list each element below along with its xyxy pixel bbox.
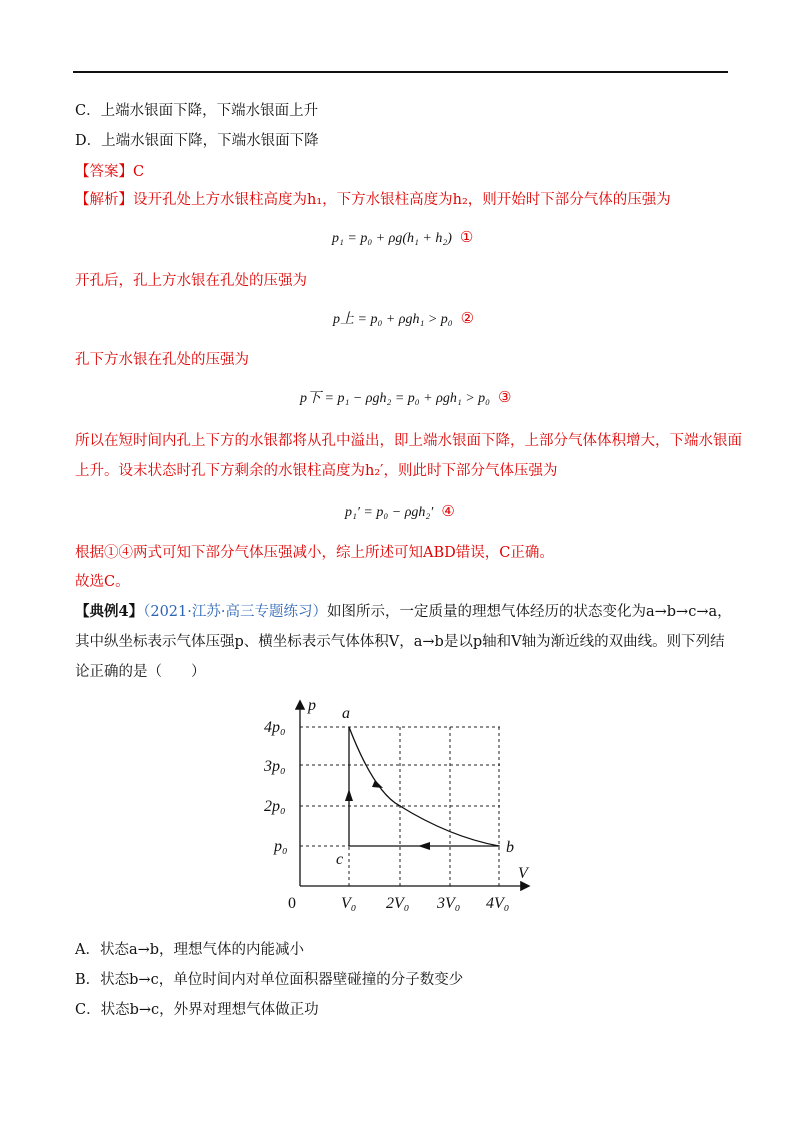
top-rule xyxy=(73,71,728,73)
answer-line xyxy=(75,162,144,182)
curve-a-b xyxy=(349,727,499,846)
equation-2 xyxy=(333,309,474,330)
arrow-b-c xyxy=(418,842,430,850)
analysis-line-3: 孔下方水银在孔处的压强为 xyxy=(75,352,249,368)
equation-3-text: p下 = p₁ − ρgh₂ = p₀ + ρgh₁ > p₀ xyxy=(300,391,491,406)
analysis-line-5: 上升。设末状态时孔下方剩余的水银柱高度为h₂′，则此时下部分气体压强为 xyxy=(75,463,558,479)
point-b-label: b xyxy=(506,839,514,856)
answer-label: 【答案】 xyxy=(75,164,133,180)
example-tag: 【典例4】 xyxy=(75,603,144,620)
analysis-line-7: 故选C。 xyxy=(75,574,130,590)
example-source: （2021·江苏·高三专题练习） xyxy=(143,604,327,620)
point-c-label: c xyxy=(336,851,344,868)
equation-1-mark: ① xyxy=(459,230,474,246)
analysis-intro: 设开孔处上方水银柱高度为h₁，下方水银柱高度为h₂，则开始时下部分气体的压强为 xyxy=(133,192,671,208)
example-line-3: 论正确的是（ ） xyxy=(75,664,206,680)
analysis-line-6: 根据①④两式可知下部分气体压强减小，综上所述可知ABD错误，C正确。 xyxy=(75,545,554,561)
y-tick-4p0: 4p₀ xyxy=(264,719,286,736)
analysis-line-4: 所以在短时间内孔上下方的水银都将从孔中溢出，即上端水银面下降，上部分气体体积增大，下端水银面 xyxy=(75,433,742,449)
origin-label: 0 xyxy=(288,895,296,912)
pv-diagram xyxy=(250,692,540,922)
x-tick-3v0: 3V₀ xyxy=(437,895,461,912)
y-tick-2p0: 2p₀ xyxy=(264,798,286,815)
equation-1-text: p₁ = p₀ + ρg(h₁ + h₂) xyxy=(332,231,452,246)
equation-2-mark: ② xyxy=(460,311,475,327)
option-c-prev: C．上端水银面下降，下端水银面上升 xyxy=(75,103,319,119)
equation-3 xyxy=(300,388,511,409)
x-axis-label: V xyxy=(518,865,528,882)
example-line-1 xyxy=(75,602,732,622)
arrow-a-b xyxy=(372,780,383,788)
x-tick-4v0: 4V₀ xyxy=(486,895,510,912)
equation-4-mark: ④ xyxy=(441,504,455,520)
y-tick-p0: p₀ xyxy=(274,838,288,855)
equation-4-text: p₁′ = p₀ − ρgh₂′ xyxy=(345,505,434,520)
option-b: B．状态b→c，单位时间内对单位面积器壁碰撞的分子数变少 xyxy=(75,972,464,988)
equation-2-text: p上 = p₀ + ρgh₁ > p₀ xyxy=(333,312,453,327)
option-a: A．状态a→b，理想气体的内能减小 xyxy=(75,942,305,958)
equation-3-mark: ③ xyxy=(498,390,512,406)
analysis-label: 【解析】 xyxy=(75,192,133,208)
x-tick-2v0: 2V₀ xyxy=(386,895,410,912)
point-a-label: a xyxy=(342,705,350,722)
answer-value: C xyxy=(133,164,145,180)
analysis-intro-line xyxy=(75,190,671,210)
equation-1 xyxy=(332,228,473,249)
option-d-prev: D．上端水银面下降，下端水银面下降 xyxy=(75,133,319,149)
equation-4 xyxy=(345,502,455,523)
analysis-line-2: 开孔后，孔上方水银在孔处的压强为 xyxy=(75,273,307,289)
x-tick-v0: V₀ xyxy=(341,895,357,912)
y-tick-3p0: 3p₀ xyxy=(264,758,286,775)
y-axis-label: p xyxy=(308,697,316,714)
example-line-2: 其中纵坐标表示气体压强p、横坐标表示气体体积V，a→b是以p轴和V轴为渐近线的双曲线。则下列结 xyxy=(75,634,725,650)
option-c: C．状态b→c，外界对理想气体做正功 xyxy=(75,1002,319,1018)
arrow-c-a xyxy=(345,789,353,801)
example-text-1: 如图所示，一定质量的理想气体经历的状态变化为a→b→c→a， xyxy=(326,604,732,620)
